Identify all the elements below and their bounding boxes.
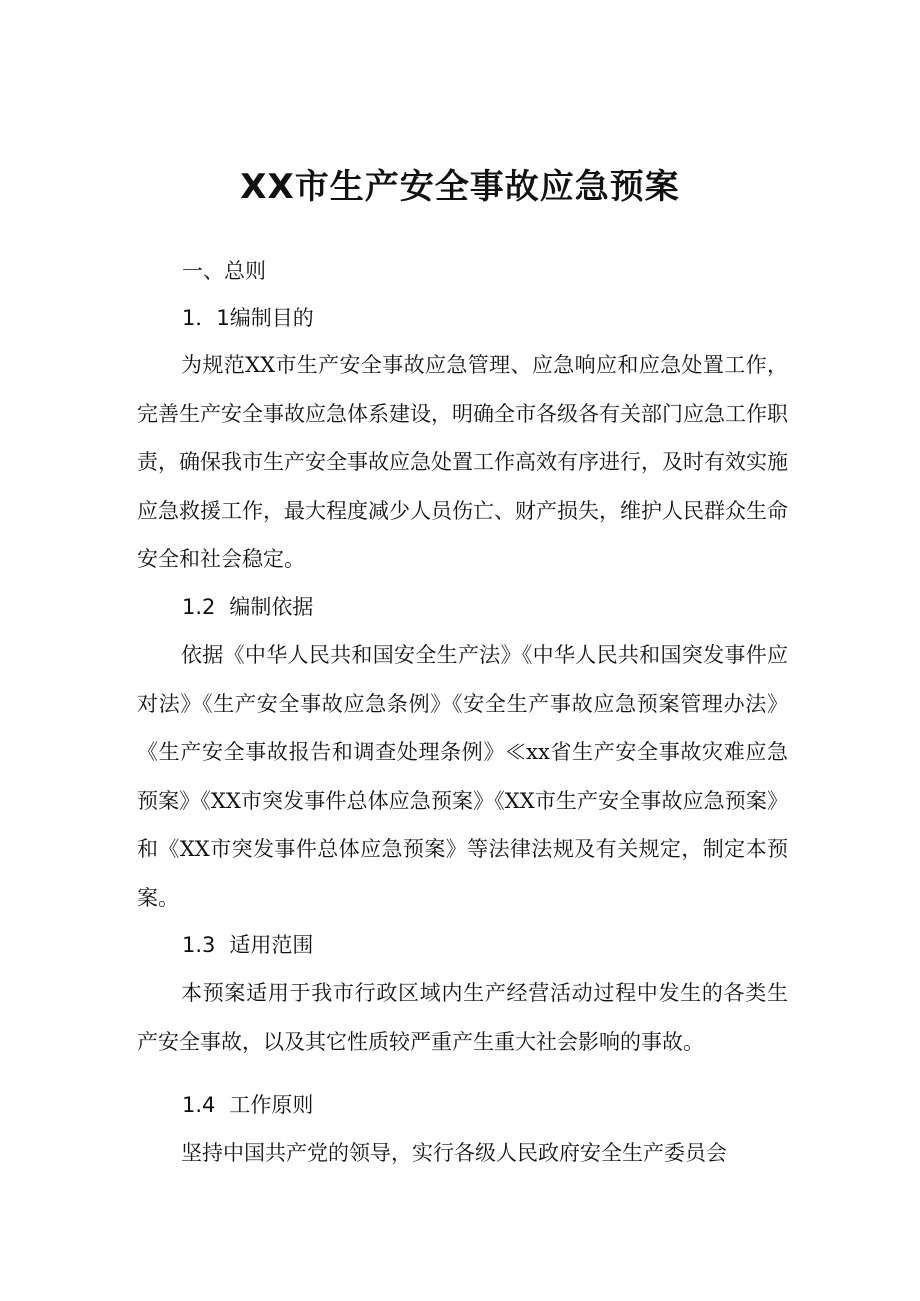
document-title: XX市生产安全事故应急预案 bbox=[240, 167, 680, 207]
subsection-title: 编制目的 bbox=[229, 306, 314, 330]
subsection-title: 编制依据 bbox=[229, 595, 314, 619]
subsection-number: 1．1 bbox=[182, 306, 230, 330]
subsection-number: 1.2 bbox=[182, 595, 216, 619]
subsection-number: 1.4 bbox=[182, 1093, 216, 1117]
subsection-heading-1-1 bbox=[182, 303, 314, 333]
subsection-heading-1-4 bbox=[182, 1090, 313, 1120]
paragraph-purpose: 为规范XX市生产安全事故应急管理、应急响应和应急处置工作，完善生产安全事故应急体系建设，明确全市各级各有关部门应急工作职责，确保我市生产安全事故应急处置工作高效有序进行，及时有效实施应急救援工作，最大程度减少人员伤亡、财产损失，维护人民群众生命安全和社会稳定。 bbox=[137, 353, 788, 572]
section-heading-general: 一、总则 bbox=[182, 259, 266, 283]
paragraph-basis: 依据《中华人民共和国安全生产法》《中华人民共和国突发事件应对法》《生产安全事故应急条例》《安全生产事故应急预案管理办法》《生产安全事故报告和调查处理条例》≪xx省生产安全事故灾难应急预案》《XX市突发事件总体应急预案》《XX市生产安全事故应急预案》和《XX市突发事件总体应急预案》等法律法规及有关规定，制定本预案。 bbox=[137, 643, 788, 910]
subsection-heading-1-3 bbox=[182, 930, 313, 960]
paragraph-principles: 坚持中国共产党的领导，实行各级人民政府安全生产委员会 bbox=[181, 1141, 727, 1165]
subsection-title: 工作原则 bbox=[229, 1093, 314, 1117]
subsection-number: 1.3 bbox=[182, 933, 216, 957]
subsection-heading-1-2 bbox=[182, 592, 313, 622]
subsection-title: 适用范围 bbox=[229, 933, 314, 957]
paragraph-scope: 本预案适用于我市行政区域内生产经营活动过程中发生的各类生产安全事故，以及其它性质较严重产生重大社会影响的事故。 bbox=[137, 981, 788, 1054]
